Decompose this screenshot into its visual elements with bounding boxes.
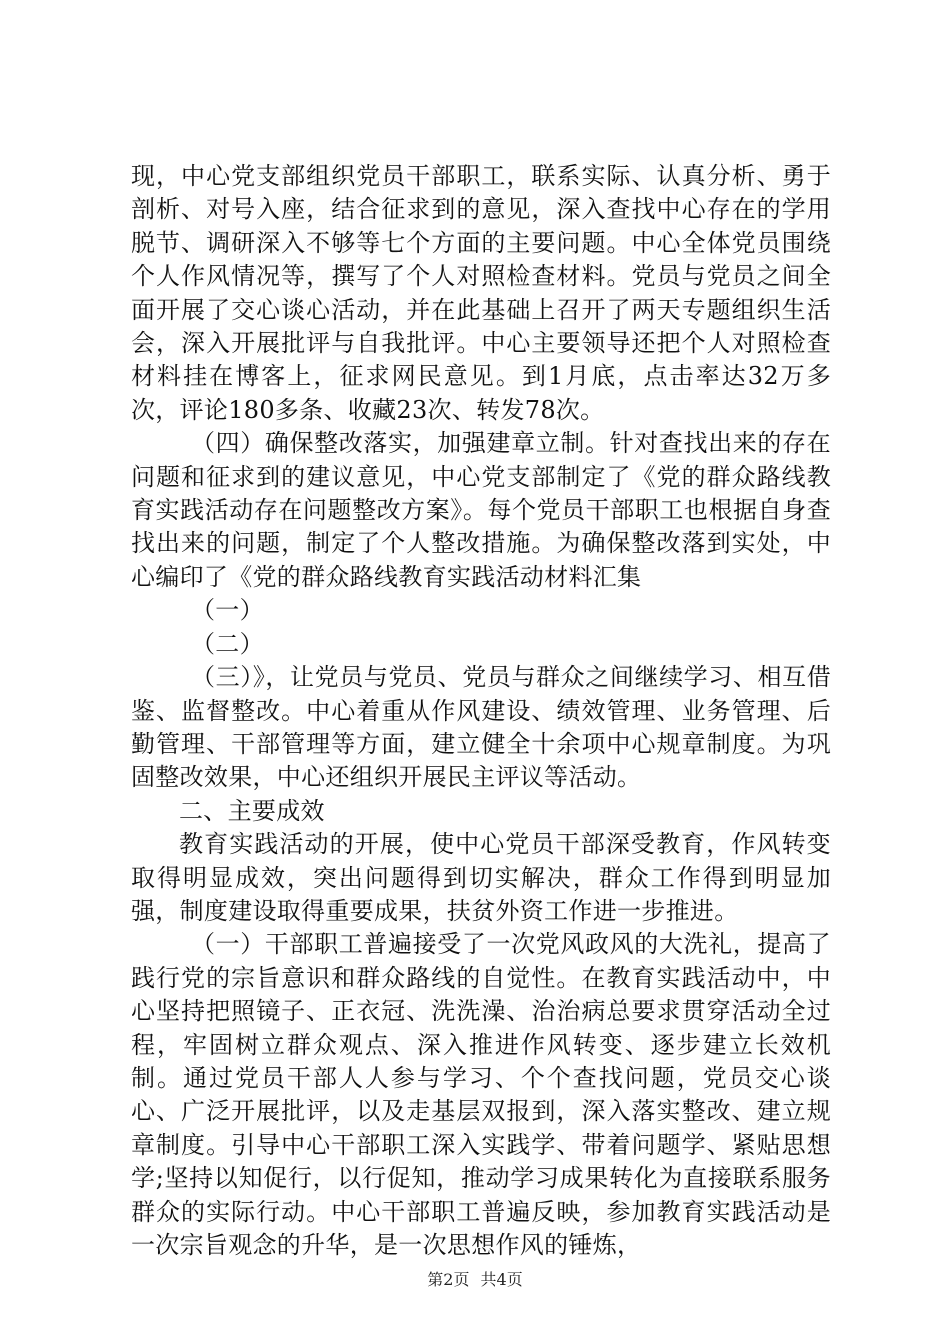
paragraph: 现，中心党支部组织党员干部职工，联系实际、认真分析、勇于剖析、对号入座，结合征求到的意见，深入查找中心存在的学用脱节、调研深入不够等七个方面的主要问题。中心全体党员围绕个人作风情况等，撰写了个人对照检查材料。党员与党员之间全面开展了交心谈心活动，并在此基础上召开了两天专题组织生活会，深入开展批评与自我批评。中心主要领导还把个人对照检查材料挂在博客上，征求网民意见。到1月底，点击率达32万多次，评论180多条、收藏23次、转发78次。 [131,162,831,424]
page-footer [0,1270,950,1290]
paragraph: （一） [191,596,264,625]
paragraph: 教育实践活动的开展，使中心党员干部深受教育，作风转变取得明显成效，突出问题得到切实解决，群众工作得到明显加强，制度建设取得重要成果，扶贫外资工作进一步推进。 [131,830,831,925]
paragraph: （三）》，让党员与党员、党员与群众之间继续学习、相互借鉴、监督整改。中心着重从作风建设、绩效管理、业务管理、后勤管理、干部管理等方面，建立健全十余项中心规章制度。为巩固整改效果，中心还组织开展民主评议等活动。 [131,663,831,792]
paragraph: （二） [191,629,264,658]
page-number: 第2页 [427,1270,470,1289]
section-heading: 二、主要成效 [179,796,325,825]
document-body [131,160,831,1262]
page-total: 共4页 [480,1270,523,1289]
paragraph: （一）干部职工普遍接受了一次党风政风的大洗礼，提高了践行党的宗旨意识和群众路线的自觉性。在教育实践活动中，中心坚持把照镜子、正衣冠、洗洗澡、治治病总要求贯穿活动全过程，牢固树立群众观点、深入推进作风转变、逐步建立长效机制。通过党员干部人人参与学习、个个查找问题，党员交心谈心、广泛开展批评，以及走基层双报到，深入落实整改、建立规章制度。引导中心干部职工深入实践学、带着问题学、紧贴思想学;坚持以知促行，以行促知，推动学习成果转化为直接联系服务群众的实际行动。中心干部职工普遍反映，参加教育实践活动是一次宗旨观念的升华，是一次思想作风的锤炼， [131,930,831,1259]
paragraph: （四）确保整改落实，加强建章立制。针对查找出来的存在问题和征求到的建议意见，中心党支部制定了《党的群众路线教育实践活动存在问题整改方案》。每个党员干部职工也根据自身查找出来的问题，制定了个人整改措施。为确保整改落到实处，中心编印了《党的群众路线教育实践活动材料汇集 [131,429,831,591]
